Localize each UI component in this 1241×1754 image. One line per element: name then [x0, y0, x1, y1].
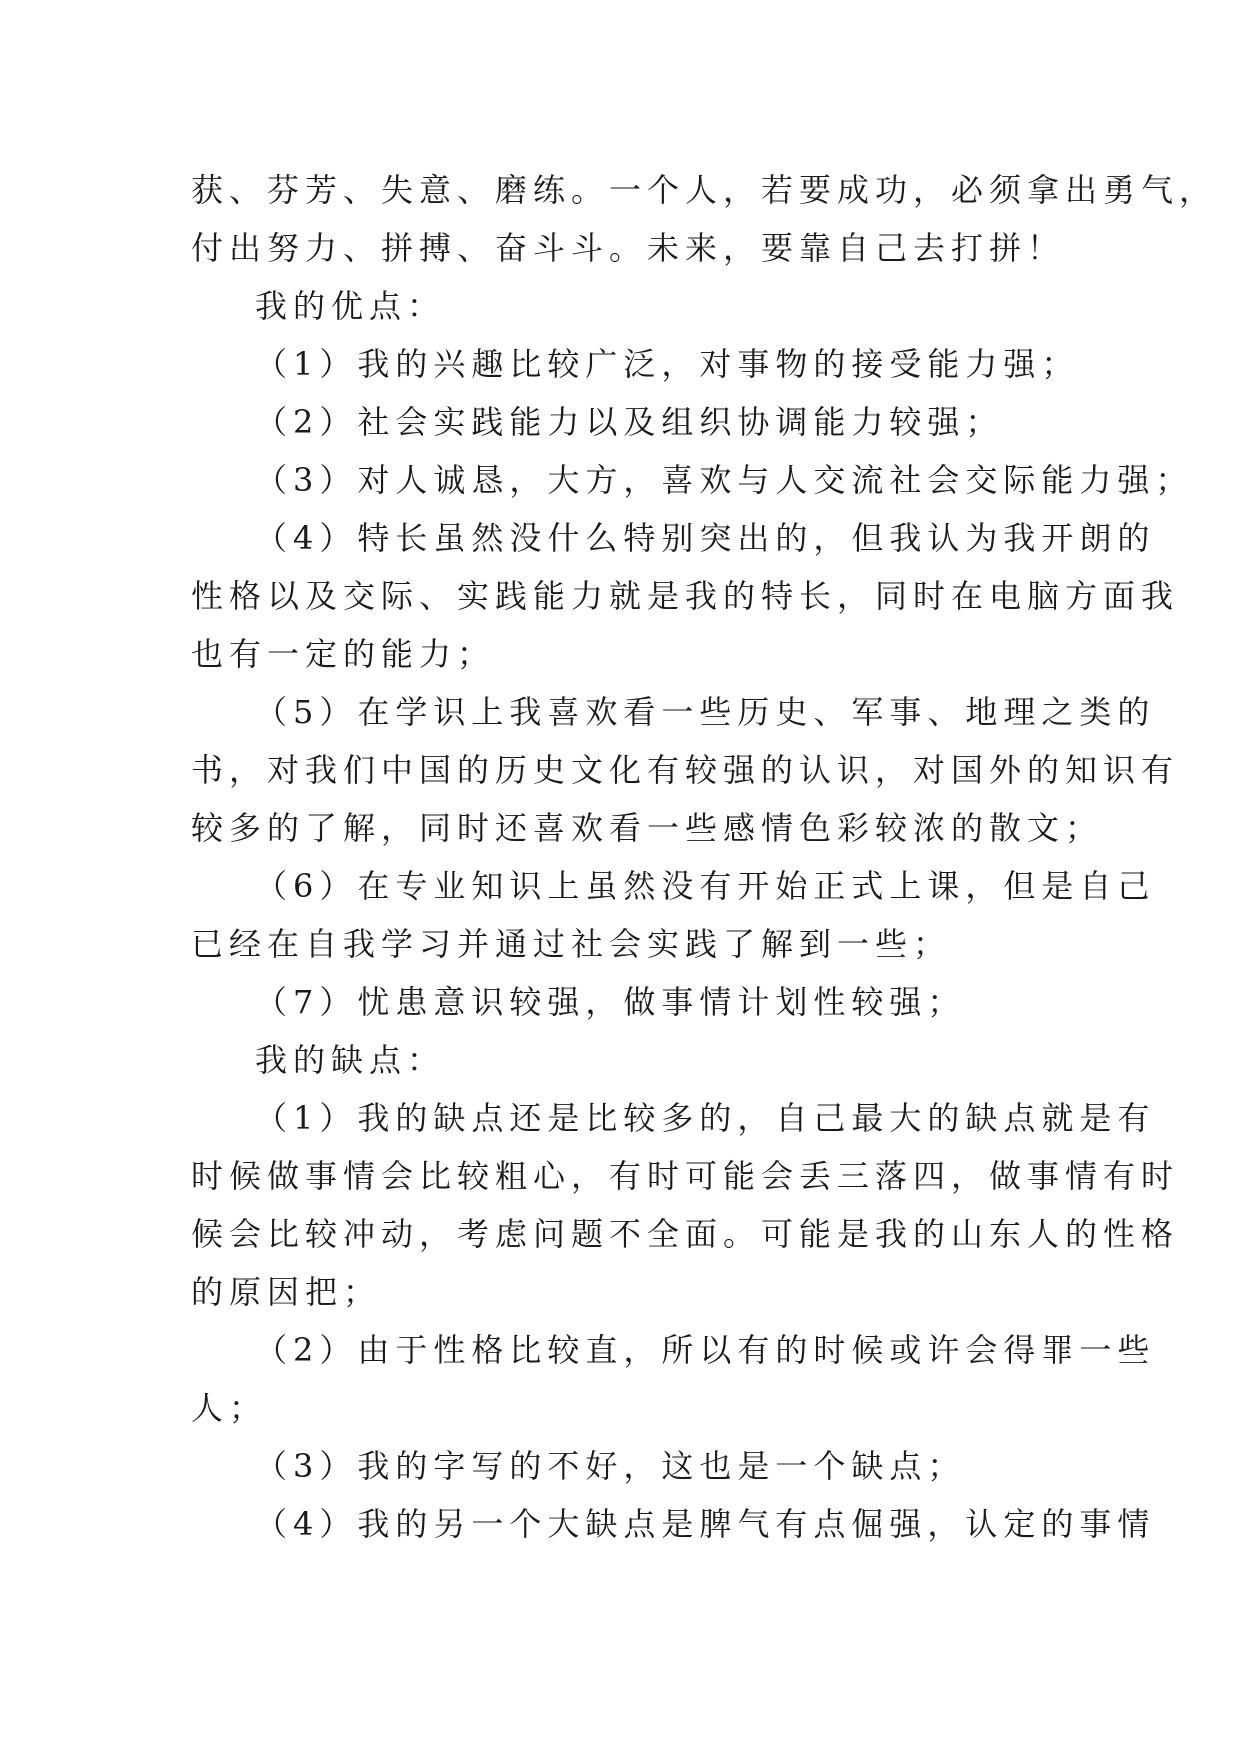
text-line: 时候做事情会比较粗心，有时可能会丢三落四，做事情有时 [191, 1157, 1180, 1195]
list-item: （7）忧患意识较强，做事情计划性较强； [255, 983, 966, 1021]
list-item: （1）我的缺点还是比较多的，自己最大的缺点就是有 [255, 1099, 1156, 1137]
text-line: 候会比较冲动，考虑问题不全面。可能是我的山东人的性格 [191, 1215, 1180, 1253]
text-line: 较多的了解，同时还喜欢看一些感情色彩较浓的散文； [191, 809, 1104, 847]
text-line: 书，对我们中国的历史文化有较强的认识，对国外的知识有 [191, 751, 1180, 789]
text-line: 也有一定的能力； [191, 635, 496, 673]
text-line: 付出努力、拼搏、奋斗斗。未来，要靠自己去打拼！ [191, 229, 1066, 267]
list-item: （2）社会实践能力以及组织协调能力较强； [255, 403, 1004, 441]
list-item: （6）在专业知识上虽然没有开始正式上课，但是自己 [255, 867, 1156, 905]
document-body [191, 161, 1218, 1553]
text-line: 性格以及交际、实践能力就是我的特长，同时在电脑方面我 [191, 577, 1180, 615]
list-item: （3）对人诚恳，大方，喜欢与人交流社会交际能力强； [255, 461, 1194, 499]
text-line: 的原因把； [191, 1273, 382, 1311]
text-line: 已经在自我学习并通过社会实践了解到一些； [191, 925, 952, 963]
list-item: （3）我的字写的不好，这也是一个缺点； [255, 1447, 966, 1485]
list-item: （4）我的另一个大缺点是脾气有点倔强，认定的事情 [255, 1505, 1156, 1543]
list-item: （5）在学识上我喜欢看一些历史、军事、地理之类的 [255, 693, 1156, 731]
text-line: 获、芬芳、失意、磨练。一个人，若要成功，必须拿出勇气， [191, 171, 1218, 209]
text-line: 人； [191, 1389, 268, 1427]
list-item: （4）特长虽然没什么特别突出的，但我认为我开朗的 [255, 519, 1156, 557]
section-heading-weaknesses: 我的缺点： [255, 1041, 446, 1079]
list-item: （1）我的兴趣比较广泛，对事物的接受能力强； [255, 345, 1080, 383]
list-item: （2）由于性格比较直，所以有的时候或许会得罪一些 [255, 1331, 1156, 1369]
section-heading-strengths: 我的优点： [255, 287, 446, 325]
